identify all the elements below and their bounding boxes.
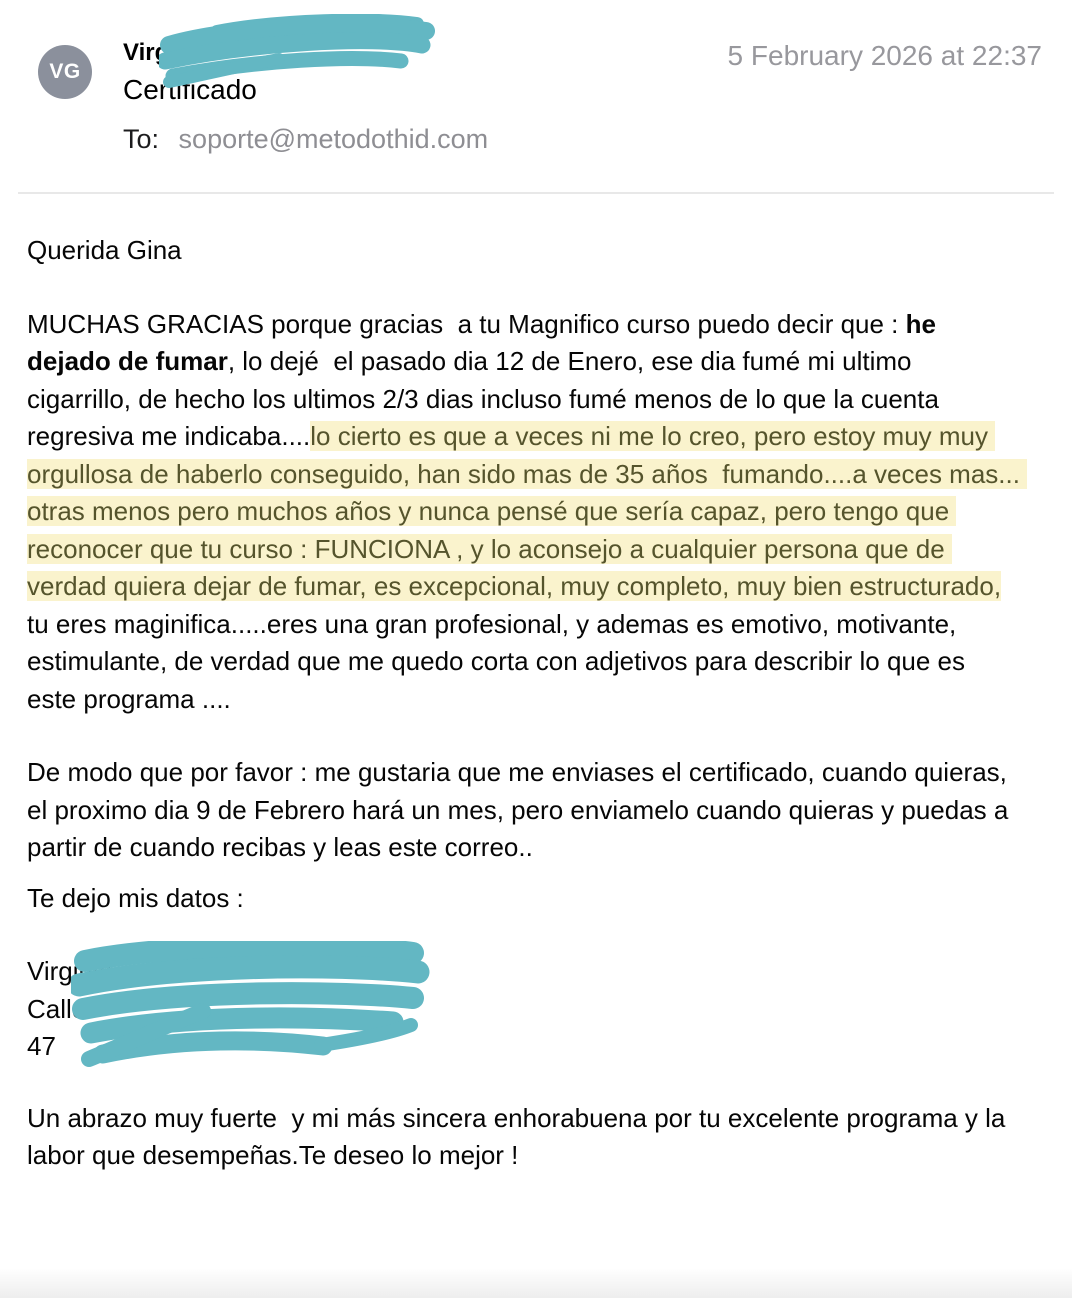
email-header: [0, 0, 1072, 156]
text-segment-normal: Te dejo mis datos :: [27, 882, 244, 913]
paragraph-greeting: [27, 232, 1020, 270]
signature-street: Calle: [27, 993, 94, 1024]
recipient-address[interactable]: soporte@metodothid.com: [178, 124, 489, 154]
subject-line: Certificado: [123, 74, 257, 105]
text-segment-bold: he dejado de fumar: [27, 308, 944, 376]
bottom-fade: [0, 1268, 1072, 1298]
recipient-line: [123, 122, 488, 156]
date-received: 5 February 2026 at 22:37: [727, 40, 1042, 71]
text-segment-normal: Querida Gina: [27, 235, 182, 265]
paragraph-thanks: [27, 306, 1028, 719]
text-segment-normal: , lo dejé el pasado dia 12 de Enero, ese dia fumé mi ultimo cigarrillo, de hecho los ultimos 2/3 dias incluso fumé menos de lo que la cuenta regresiva me indicaba....: [27, 346, 947, 451]
signature-block: [27, 953, 1020, 1066]
to-label: To:: [123, 124, 160, 154]
signature-postal: 47: [27, 1031, 56, 1061]
email-body: [0, 194, 1072, 1175]
paragraph-datos-intro: [27, 880, 1020, 918]
text-segment-highlight: lo cierto es que a veces ni me lo creo, pero estoy muy muy orgullosa de haberlo conseguido, han sido mas de 35 años fumando....a veces mas... otras menos pero muchos años y nunca pensé que sería capaz, pero tengo que reconocer que tu curso : FUNCIONA , y lo aconsejo a cualquier persona que de verdad quiera dejar de fumar, es excepcional, muy completo, muy bien estructurado,: [27, 421, 1028, 601]
avatar-initials: VG: [49, 60, 81, 83]
header-main: [123, 36, 488, 156]
text-segment-normal: MUCHAS GRACIAS porque gracias a tu Magnifico curso puedo decir que :: [27, 308, 906, 339]
paragraph-request: [27, 754, 1020, 867]
closing-paragraph: Un abrazo muy fuerte y mi más sincera enhorabuena por tu excelente programa y la labor que desempeñas.Te deseo lo mejor !: [27, 1102, 1013, 1170]
body-paragraphs: [27, 232, 1028, 917]
sender-line: [123, 36, 488, 70]
text-segment-normal: tu eres maginifica.....eres una gran profesional, y ademas es emotivo, motivante, estimulante, de verdad que me quedo corta con adjetivos para describir lo que es este programa ....: [27, 571, 1009, 714]
avatar: [38, 45, 92, 99]
sender-name[interactable]: Virgin: [123, 39, 191, 66]
text-segment-normal: De modo que por favor : me gustaria que me enviases el certificado, cuando quieras, el proximo dia 9 de Febrero hará un mes, pero enviamelo cuando quieras y puedas a partir de cuando recibas y leas este correo..: [27, 757, 1016, 862]
signature-name: Virginia: [27, 956, 121, 986]
